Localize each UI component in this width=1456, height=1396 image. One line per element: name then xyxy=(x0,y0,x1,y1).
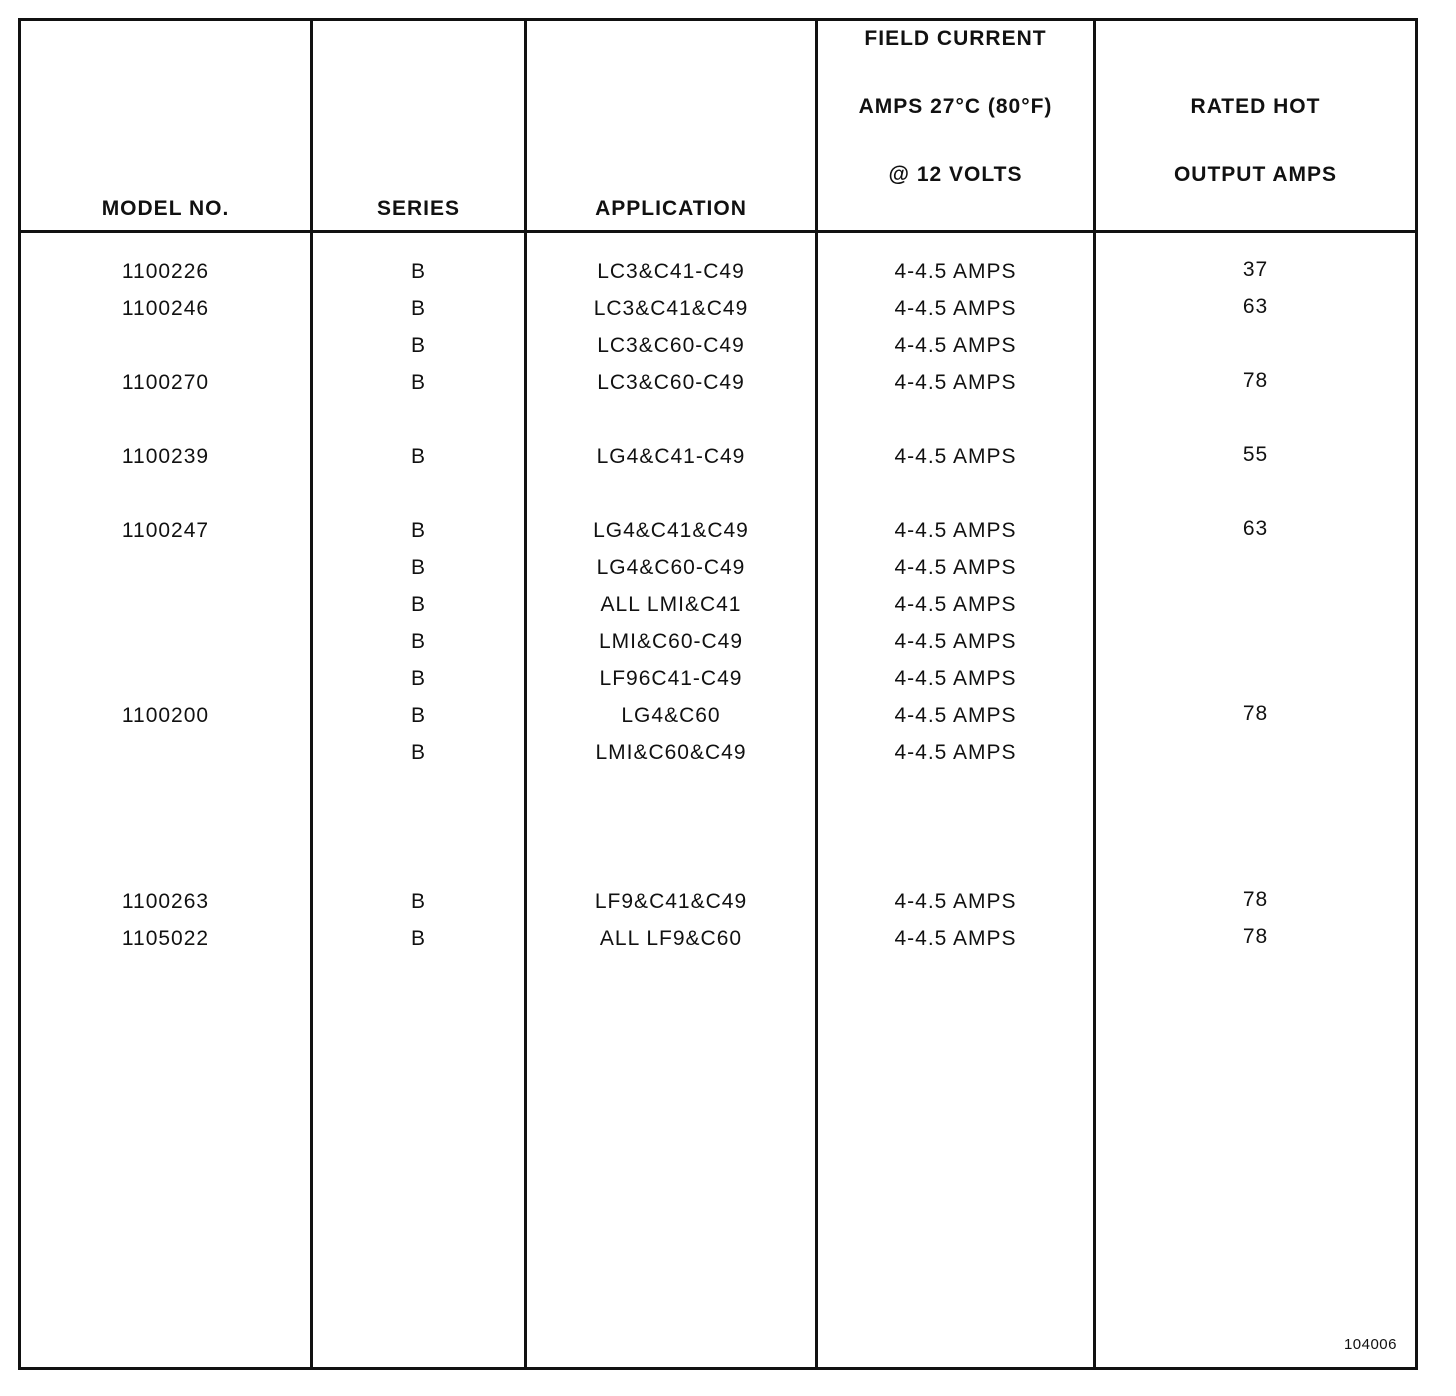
table-cell-model: 1100270 xyxy=(121,371,210,394)
table-cell-application: LF96C41-C49 xyxy=(599,667,743,690)
table-cell-model: 1100239 xyxy=(121,445,210,468)
table-cell-application: LMI&C60-C49 xyxy=(598,630,744,653)
table-cell-model: 1100263 xyxy=(121,890,210,913)
series-column xyxy=(313,21,524,1367)
table-cell-output: 78 xyxy=(1242,369,1269,392)
figure-number: 104006 xyxy=(1343,1336,1397,1353)
table-cell-output: 78 xyxy=(1242,925,1269,948)
table-cell-application: LG4&C41-C49 xyxy=(596,445,746,468)
table-cell-application: ALL LMI&C41 xyxy=(600,593,742,616)
table-cell-series: B xyxy=(410,445,426,468)
table-cell-application: LC3&C60-C49 xyxy=(597,371,745,394)
table-cell-field-current: 4-4.5 AMPS xyxy=(894,593,1017,616)
table-cell-application: LG4&C60 xyxy=(621,704,721,727)
column-header-series: SERIES xyxy=(376,197,461,220)
header-line: @ 12 VOLTS xyxy=(888,163,1023,186)
table-cell-output xyxy=(1096,662,1415,692)
table-cell-output: 78 xyxy=(1242,702,1269,725)
table-cell-model xyxy=(21,590,310,620)
table-cell-model: 1100226 xyxy=(121,260,210,283)
table-cell-field-current: 4-4.5 AMPS xyxy=(894,741,1017,764)
table-cell-output: 37 xyxy=(1242,258,1269,281)
table-cell-output: 63 xyxy=(1242,295,1269,318)
table-cell-field-current: 4-4.5 AMPS xyxy=(894,927,1017,950)
table-cell-field-current: 4-4.5 AMPS xyxy=(894,334,1017,357)
column-header-application: APPLICATION xyxy=(595,197,747,220)
table-cell-output xyxy=(1096,329,1415,359)
table-cell-model xyxy=(21,738,310,768)
table-cell-model: 1100200 xyxy=(121,704,210,727)
table-cell-series: B xyxy=(410,556,426,579)
table-cell-application: LC3&C60-C49 xyxy=(597,334,745,357)
table-cell-model xyxy=(21,553,310,583)
table-cell-output: 78 xyxy=(1242,888,1269,911)
output-amps-column xyxy=(1096,21,1415,1367)
table-cell-series: B xyxy=(410,927,426,950)
header-line: OUTPUT AMPS xyxy=(1173,163,1338,186)
table-cell-field-current: 4-4.5 AMPS xyxy=(894,890,1017,913)
table-cell-series: B xyxy=(410,667,426,690)
table-cell-series: B xyxy=(410,704,426,727)
table-cell-field-current: 4-4.5 AMPS xyxy=(894,371,1017,394)
field-current-column xyxy=(818,21,1093,1367)
table-cell-series: B xyxy=(410,334,426,357)
table-cell-application: LC3&C41-C49 xyxy=(597,260,745,283)
table-cell-model xyxy=(21,331,310,361)
table-cell-series: B xyxy=(410,297,426,320)
table-cell-series: B xyxy=(410,371,426,394)
table-cell-application: ALL LF9&C60 xyxy=(599,927,743,950)
application-column xyxy=(527,21,815,1367)
table-cell-application: LG4&C41&C49 xyxy=(593,519,749,542)
table-cell-model: 1100247 xyxy=(121,519,210,542)
table-cell-application: LF9&C41&C49 xyxy=(594,890,748,913)
table-cell-field-current: 4-4.5 AMPS xyxy=(894,445,1017,468)
table-cell-field-current: 4-4.5 AMPS xyxy=(894,556,1017,579)
table-cell-field-current: 4-4.5 AMPS xyxy=(894,260,1017,283)
table-cell-field-current: 4-4.5 AMPS xyxy=(894,297,1017,320)
model-column xyxy=(21,21,310,1367)
table-cell-field-current: 4-4.5 AMPS xyxy=(894,630,1017,653)
table-cell-series: B xyxy=(410,260,426,283)
table-cell-application: LC3&C41&C49 xyxy=(593,297,749,320)
header-line: FIELD CURRENT xyxy=(864,27,1047,50)
table-cell-series: B xyxy=(410,519,426,542)
table-cell-model: 1100246 xyxy=(121,297,210,320)
column-header-output-amps xyxy=(1096,21,1415,226)
table-cell-output xyxy=(1096,551,1415,581)
table-cell-output xyxy=(1096,736,1415,766)
table-cell-field-current: 4-4.5 AMPS xyxy=(894,519,1017,542)
table-cell-model xyxy=(21,627,310,657)
table-cell-model: 1105022 xyxy=(121,927,210,950)
column-header-model: MODEL NO. xyxy=(101,197,230,220)
table-cell-output xyxy=(1096,625,1415,655)
header-line: RATED HOT xyxy=(1190,95,1321,118)
table-cell-series: B xyxy=(410,630,426,653)
table-cell-output: 63 xyxy=(1242,517,1269,540)
table-cell-model xyxy=(21,664,310,694)
table-cell-application: LG4&C60-C49 xyxy=(596,556,746,579)
table-cell-application: LMI&C60&C49 xyxy=(595,741,747,764)
table-cell-series: B xyxy=(410,890,426,913)
table-cell-field-current: 4-4.5 AMPS xyxy=(894,667,1017,690)
table-cell-series: B xyxy=(410,741,426,764)
table-cell-field-current: 4-4.5 AMPS xyxy=(894,704,1017,727)
specification-table xyxy=(18,18,1418,1370)
table-cell-series: B xyxy=(410,593,426,616)
table-cell-output: 55 xyxy=(1242,443,1269,466)
table-cell-output xyxy=(1096,588,1415,618)
column-header-field-current xyxy=(818,21,1093,226)
header-line: AMPS 27°C (80°F) xyxy=(858,95,1053,118)
